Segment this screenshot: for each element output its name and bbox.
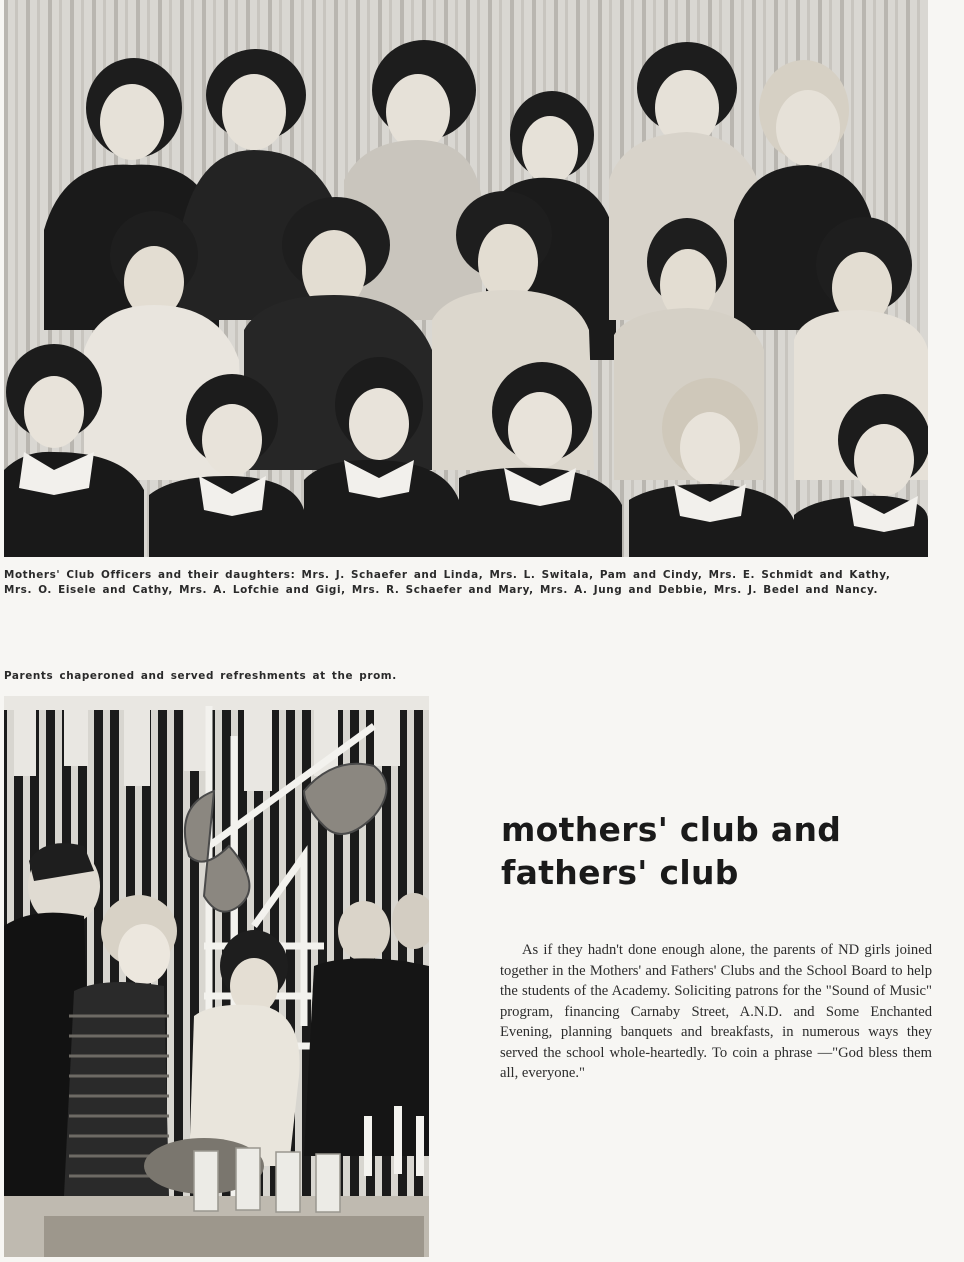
prom-photo-drawing (4, 696, 429, 1257)
heading-line1: mothers' club and (501, 810, 842, 849)
prom-photo (4, 696, 429, 1257)
officers-photo-drawing (4, 0, 928, 557)
prom-caption: Parents chaperoned and served refreshments at the prom. (4, 670, 397, 682)
heading-line2: fathers' club (501, 853, 739, 892)
article-body: As if they hadn't done enough alone, the parents of ND girls joined together in the Mothers' and Fathers' Clubs and the School Board to help the students of the Academy. Soliciting patrons for the "Sound of Music" program, financing Carnaby Street, A.N.D. and Some Enchanted Evening, planning banquets and breakfasts, in numerous ways they served the school whole-heartedly. To coin a phrase —"God bless them all, everyone." (500, 942, 932, 1081)
officers-caption-line2: Mrs. O. Eisele and Cathy, Mrs. A. Lofchie and Gigi, Mrs. R. Schaefer and Mary, Mrs. A. Jung and Debbie, Mrs. J. Bedel and Nancy. (4, 584, 879, 596)
officers-caption-line1: Mothers' Club Officers and their daughters: Mrs. J. Schaefer and Linda, Mrs. L. Switala, Pam and Cindy, Mrs. E. Schmidt and Kathy, (4, 569, 891, 581)
officers-photo (4, 0, 928, 557)
officers-caption (4, 568, 934, 598)
article-heading (501, 808, 921, 894)
